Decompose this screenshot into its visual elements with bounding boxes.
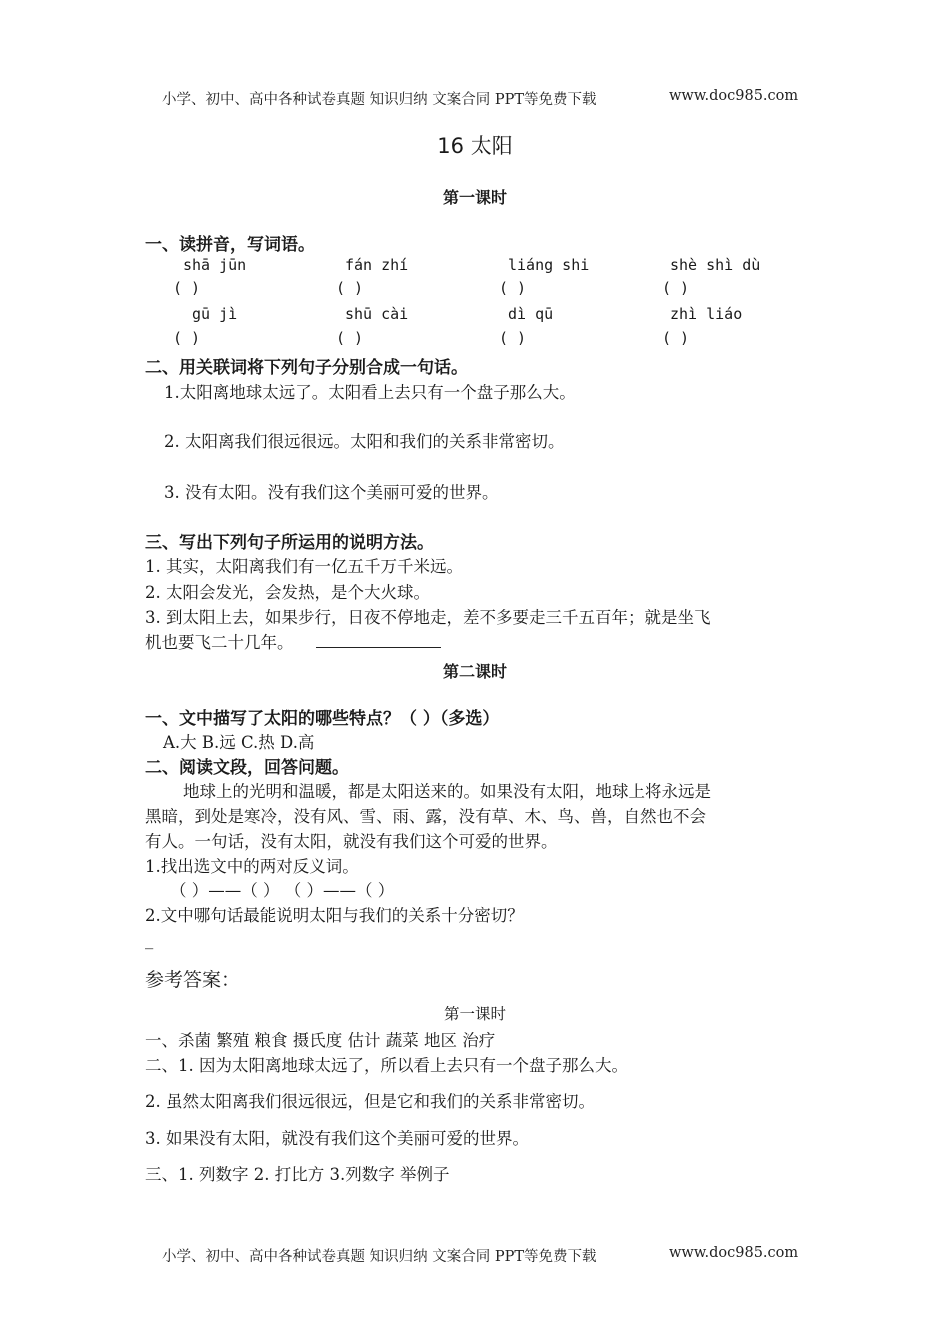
page-title: 16 太阳 (437, 134, 513, 158)
answer-blank-2[interactable]: ( ) (336, 279, 364, 297)
answer-blank-3[interactable]: ( ) (499, 279, 527, 297)
pinyin-1: shā jūn (183, 256, 247, 274)
pinyin-3: liáng shi (508, 256, 590, 274)
answers-title: 参考答案： (145, 969, 241, 991)
answer-line-1: 一、杀菌 繁殖 粮食 摄氏度 估计 蔬菜 地区 治疗 (145, 1031, 496, 1050)
l1-q2-item-2: 2. 太阳离我们很远很远。太阳和我们的关系非常密切。 (164, 432, 565, 451)
answer-blank-5[interactable]: ( ) (173, 329, 201, 347)
footer-site-link[interactable]: www.doc985.com (669, 1245, 799, 1261)
header-tagline: 小学、初中、高中各种试卷真题 知识归纳 文案合同 PPT等免费下载 (162, 92, 597, 108)
lesson1-heading: 第一课时 (442, 188, 507, 207)
answer-blank-8[interactable]: ( ) (662, 329, 690, 347)
pinyin-8: zhì liáo (670, 305, 743, 323)
answers-lesson-heading: 第一课时 (443, 1005, 506, 1023)
passage-line-1: 地球上的光明和温暖，都是太阳送来的。如果没有太阳，地球上将永远是 (183, 782, 711, 801)
l2-q2-title: 二、阅读文段，回答问题。 (145, 758, 349, 778)
l1-q3-item-1: 1. 其实，太阳离我们有一亿五千万千米远。 (145, 557, 463, 576)
pinyin-7: dì qū (508, 305, 554, 323)
l1-q2-item-3: 3. 没有太阳。没有我们这个美丽可爱的世界。 (164, 483, 499, 502)
antonym-blanks[interactable]: （ ）——（ ） （ ）——（ ） (170, 881, 395, 900)
pinyin-6: shū cài (345, 305, 409, 323)
l1-q2-title: 二、用关联词将下列句子分别合成一句话。 (145, 358, 468, 378)
lesson2-heading: 第二课时 (442, 662, 507, 681)
answer-blank-6[interactable]: ( ) (336, 329, 364, 347)
answer-line-4: 3. 如果没有太阳，就没有我们这个美丽可爱的世界。 (145, 1129, 529, 1148)
footer-tagline: 小学、初中、高中各种试卷真题 知识归纳 文案合同 PPT等免费下载 (162, 1249, 597, 1265)
l1-q1-title: 一、读拼音，写词语。 (145, 235, 315, 255)
l2-q1-title: 一、文中描写了太阳的哪些特点？（ ）（多选） (145, 709, 500, 729)
l1-q3-title: 三、写出下列句子所运用的说明方法。 (145, 533, 434, 553)
l1-q3-item-3b: 机也要飞二十几年。 (145, 633, 294, 652)
l2-q2-sub2: 2.文中哪句话最能说明太阳与我们的关系十分密切？ (145, 906, 524, 925)
l1-q2-item-1: 1.太阳离地球太远了。太阳看上去只有一个盘子那么大。 (164, 383, 576, 402)
answer-dash[interactable]: _ (145, 930, 154, 949)
answer-line-3: 2. 虽然太阳离我们很远很远，但是它和我们的关系非常密切。 (145, 1092, 595, 1111)
l1-q3-item-2: 2. 太阳会发光，会发热，是个大火球。 (145, 583, 430, 602)
answer-blank-7[interactable]: ( ) (499, 329, 527, 347)
answer-line-5: 三、1. 列数字 2. 打比方 3.列数字 举例子 (145, 1165, 450, 1184)
answer-blank-4[interactable]: ( ) (662, 279, 690, 297)
l1-q3-answer-line[interactable] (316, 647, 441, 648)
pinyin-4: shè shì dù (670, 256, 761, 274)
answer-blank-1[interactable]: ( ) (173, 279, 201, 297)
pinyin-5: gū jì (192, 305, 238, 323)
passage-line-2: 黑暗，到处是寒冷，没有风、雪、雨、露，没有草、木、鸟、兽，自然也不会 (145, 807, 706, 826)
answer-line-2: 二、1. 因为太阳离地球太远了，所以看上去只有一个盘子那么大。 (145, 1056, 628, 1075)
l2-q2-sub1: 1.找出选文中的两对反义词。 (145, 857, 359, 876)
passage-line-3: 有人。一句话，没有太阳，就没有我们这个可爱的世界。 (145, 832, 558, 851)
pinyin-2: fán zhí (345, 256, 409, 274)
l1-q3-item-3a: 3. 到太阳上去，如果步行，日夜不停地走，差不多要走三千五百年；就是坐飞 (145, 608, 711, 627)
header-site-link[interactable]: www.doc985.com (669, 88, 799, 104)
l2-q1-options: A.大 B.远 C.热 D.高 (163, 733, 315, 752)
